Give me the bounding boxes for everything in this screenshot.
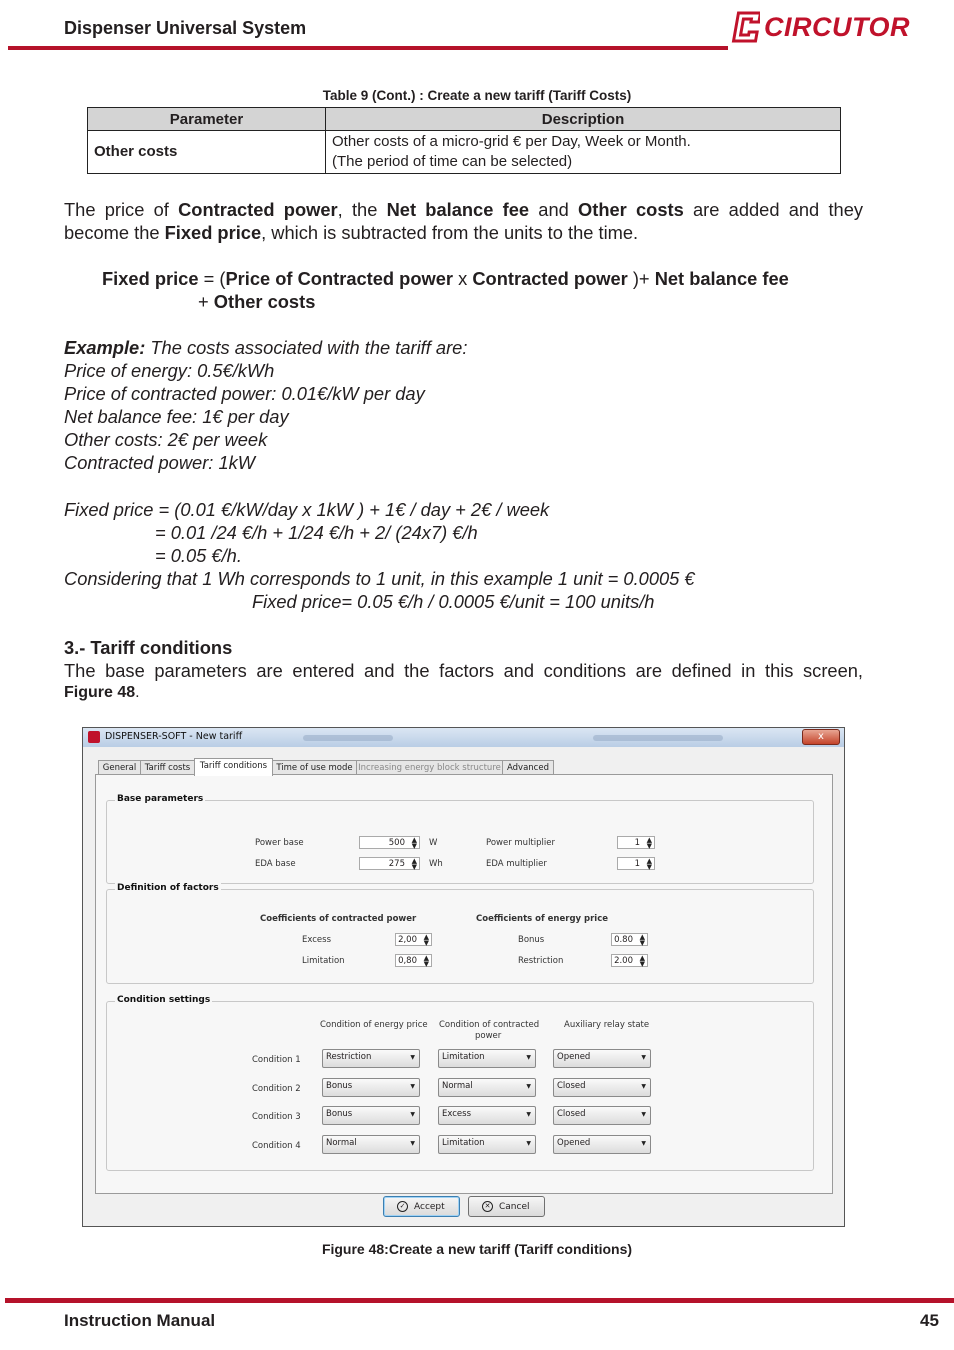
coef-energy-price-heading: Coefficients of energy price xyxy=(476,914,609,924)
calc-line: = 0.05 €/h. xyxy=(155,545,242,566)
calc-line: Fixed price = (0.01 €/kW/day x 1kW ) + 1€ / day + 2€ / week xyxy=(64,499,550,520)
figure-reference xyxy=(64,684,140,702)
col-contracted-power-heading: Condition of contracted xyxy=(439,1020,540,1030)
condition-4-power-select[interactable] xyxy=(438,1135,536,1154)
excess-label: Excess xyxy=(302,935,332,945)
group-title: Definition of factors xyxy=(117,883,219,893)
select-value: Normal xyxy=(326,1138,357,1148)
spinner-value: 500 xyxy=(388,838,405,848)
condition-1-energy-select[interactable] xyxy=(322,1049,420,1068)
page-number: 45 xyxy=(920,1311,939,1330)
table-cell-parameter: Other costs xyxy=(88,131,326,174)
spinner-value: 0,80 xyxy=(398,956,417,966)
header-title: Dispenser Universal System xyxy=(64,18,307,38)
select-value: Closed xyxy=(557,1109,586,1119)
check-icon: ✓ xyxy=(397,1201,408,1212)
spinner-arrows-icon[interactable]: ▲ ▼ xyxy=(423,933,429,947)
dropdown-arrow-icon: ▼ xyxy=(410,1054,415,1061)
tab-increasing-energy-block[interactable]: Increasing energy block structure xyxy=(356,760,503,775)
select-value: Bonus xyxy=(326,1081,353,1091)
example-line: Other costs: 2€ per week xyxy=(64,429,268,450)
table-desc-line-2: (The period of time can be selected) xyxy=(332,153,573,170)
cancel-x-icon: ✕ xyxy=(482,1201,493,1212)
formula-line-1 xyxy=(102,267,789,290)
text: , which is subtracted from the units to the time. xyxy=(261,222,639,243)
excess-spinner[interactable] xyxy=(395,933,432,946)
power-base-spinner[interactable] xyxy=(359,836,420,849)
cancel-label: Cancel xyxy=(499,1202,530,1212)
term-net-balance-fee: Net balance fee xyxy=(386,199,530,220)
select-value: Limitation xyxy=(442,1138,485,1148)
table-header-parameter: Parameter xyxy=(88,108,326,131)
spinner-arrows-icon[interactable]: ▲ ▼ xyxy=(411,836,417,850)
dropdown-arrow-icon: ▼ xyxy=(641,1111,646,1118)
text: + xyxy=(198,291,214,312)
formula-term: Other costs xyxy=(213,291,316,312)
spinner-arrows-icon[interactable]: ▲ ▼ xyxy=(411,857,417,871)
new-tariff-window xyxy=(82,727,845,1227)
dropdown-arrow-icon: ▼ xyxy=(641,1140,646,1147)
eda-base-spinner[interactable] xyxy=(359,857,420,870)
table-cell-description xyxy=(326,131,841,174)
condition-3-power-select[interactable] xyxy=(438,1106,536,1125)
figure-ref-link: Figure 48 xyxy=(64,684,136,701)
dropdown-arrow-icon: ▼ xyxy=(410,1140,415,1147)
footer-title: Instruction Manual xyxy=(64,1311,216,1330)
spinner-arrows-icon[interactable]: ▲ ▼ xyxy=(639,954,645,968)
logo-text: CIRCUTOR xyxy=(764,12,911,42)
condition-1-label: Condition 1 xyxy=(252,1055,301,1065)
condition-4-relay-select[interactable] xyxy=(553,1135,651,1154)
eda-base-label: EDA base xyxy=(255,859,296,869)
bonus-spinner[interactable] xyxy=(611,933,648,946)
dropdown-arrow-icon: ▼ xyxy=(641,1083,646,1090)
example-line: Net balance fee: 1€ per day xyxy=(64,406,289,427)
formula-line-2 xyxy=(198,290,315,313)
spinner-value: 2,00 xyxy=(398,935,417,945)
spinner-value: 2.00 xyxy=(614,956,633,966)
text: The costs associated with the tariff are: xyxy=(145,337,468,358)
accept-label: Accept xyxy=(414,1202,445,1212)
spinner-arrows-icon[interactable]: ▲ ▼ xyxy=(423,954,429,968)
paragraph-fixed-price xyxy=(64,198,863,244)
select-value: Opened xyxy=(557,1138,591,1148)
text: , the xyxy=(337,199,387,220)
condition-3-relay-select[interactable] xyxy=(553,1106,651,1125)
example-line: Price of energy: 0.5€/kWh xyxy=(64,360,275,381)
condition-1-power-select[interactable] xyxy=(438,1049,536,1068)
restriction-spinner[interactable] xyxy=(611,954,648,967)
tab-advanced[interactable]: Advanced xyxy=(502,760,554,775)
app-icon xyxy=(88,731,100,743)
bonus-label: Bonus xyxy=(518,935,545,945)
section-text: The base parameters are entered and the factors and conditions are defined in this screen, xyxy=(64,660,863,681)
calc-line: = 0.01 /24 €/h + 1/24 €/h + 2/ (24x7) €/h xyxy=(155,522,478,543)
group-title: Condition settings xyxy=(117,995,211,1005)
text: )+ xyxy=(627,268,655,289)
table-caption: Table 9 (Cont.) : Create a new tariff (Tariff Costs) xyxy=(322,88,632,103)
select-value: Closed xyxy=(557,1081,586,1091)
limitation-label: Limitation xyxy=(302,956,345,966)
condition-4-energy-select[interactable] xyxy=(322,1135,420,1154)
eda-multiplier-label: EDA multiplier xyxy=(486,859,547,869)
condition-settings-group xyxy=(106,995,814,1171)
text: and xyxy=(529,199,579,220)
factors-group xyxy=(106,883,814,984)
select-value: Excess xyxy=(442,1109,472,1119)
tab-general[interactable]: General xyxy=(98,760,141,775)
table-header-description: Description xyxy=(326,108,841,131)
spinner-arrows-icon[interactable]: ▲ ▼ xyxy=(646,836,652,850)
power-base-unit: W xyxy=(429,838,438,848)
condition-2-power-select[interactable] xyxy=(438,1078,536,1097)
select-value: Bonus xyxy=(326,1109,353,1119)
term-other-costs: Other costs xyxy=(578,199,684,220)
select-value: Restriction xyxy=(326,1052,372,1062)
spinner-value: 1 xyxy=(634,838,640,848)
condition-3-energy-select[interactable] xyxy=(322,1106,420,1125)
close-icon[interactable]: x xyxy=(802,729,840,745)
condition-2-relay-select[interactable] xyxy=(553,1078,651,1097)
col-relay-state-heading: Auxiliary relay state xyxy=(564,1020,650,1030)
condition-4-label: Condition 4 xyxy=(252,1141,301,1151)
dropdown-arrow-icon: ▼ xyxy=(641,1054,646,1061)
tab-panel xyxy=(95,774,833,1194)
text: The price of xyxy=(64,199,179,220)
group-title: Base parameters xyxy=(117,794,204,804)
text: x xyxy=(453,268,473,289)
select-value: Normal xyxy=(442,1081,473,1091)
formula-term: Price of Contracted power xyxy=(225,268,454,289)
text: = ( xyxy=(198,268,226,289)
window-title: DISPENSER-SOFT - New tariff xyxy=(105,731,243,742)
table-desc-line-1: Other costs of a micro-grid € per Day, Week or Month. xyxy=(332,133,691,150)
example-intro xyxy=(64,336,467,359)
example-line: Contracted power: 1kW xyxy=(64,452,256,473)
base-parameters-group xyxy=(106,794,814,884)
header-rule xyxy=(8,46,728,50)
parameter-table xyxy=(87,107,841,174)
select-value: Limitation xyxy=(442,1052,485,1062)
power-multiplier-spinner[interactable] xyxy=(617,836,655,849)
spinner-arrows-icon[interactable]: ▲ ▼ xyxy=(646,857,652,871)
tab-time-of-use-mode[interactable]: Time of use mode xyxy=(272,760,357,775)
circutor-logo-icon xyxy=(730,10,760,44)
example-line: Price of contracted power: 0.01€/kW per day xyxy=(64,383,425,404)
condition-1-relay-select[interactable] xyxy=(553,1049,651,1068)
blurred-title-area xyxy=(303,735,393,741)
spinner-value: 1 xyxy=(634,859,640,869)
text: . xyxy=(135,684,140,701)
eda-base-unit: Wh xyxy=(429,859,443,869)
col-contracted-power-heading-2: power xyxy=(475,1031,502,1041)
condition-3-label: Condition 3 xyxy=(252,1112,301,1122)
condition-2-label: Condition 2 xyxy=(252,1084,301,1094)
blurred-title-area xyxy=(593,735,723,741)
tab-tariff-conditions[interactable]: Tariff conditions xyxy=(194,758,273,776)
condition-2-energy-select[interactable] xyxy=(322,1078,420,1097)
term-fixed-price: Fixed price xyxy=(164,222,262,243)
eda-multiplier-spinner[interactable] xyxy=(617,857,655,870)
dropdown-arrow-icon: ▼ xyxy=(526,1140,531,1147)
spinner-value: 0.80 xyxy=(614,935,633,945)
text: are added and they become the xyxy=(64,199,864,243)
dropdown-arrow-icon: ▼ xyxy=(410,1111,415,1118)
formula-term: Net balance fee xyxy=(654,268,789,289)
calc-line: Considering that 1 Wh corresponds to 1 unit, in this example 1 unit = 0.0005 € xyxy=(64,568,695,589)
cancel-button[interactable] xyxy=(468,1196,545,1217)
dropdown-arrow-icon: ▼ xyxy=(526,1054,531,1061)
limitation-spinner[interactable] xyxy=(395,954,432,967)
formula-term: Contracted power xyxy=(472,268,628,289)
spinner-value: 275 xyxy=(388,859,405,869)
accept-button[interactable] xyxy=(383,1196,460,1217)
dropdown-arrow-icon: ▼ xyxy=(410,1083,415,1090)
dropdown-arrow-icon: ▼ xyxy=(526,1083,531,1090)
term-contracted-power: Contracted power xyxy=(178,199,338,220)
example-label: Example: xyxy=(64,337,146,358)
section-title: 3.- Tariff conditions xyxy=(64,637,233,658)
window-titlebar[interactable] xyxy=(83,728,844,747)
coef-contracted-power-heading: Coefficients of contracted power xyxy=(260,914,417,924)
power-multiplier-label: Power multiplier xyxy=(486,838,555,848)
tab-tariff-costs[interactable]: Tariff costs xyxy=(140,760,195,775)
spinner-arrows-icon[interactable]: ▲ ▼ xyxy=(639,933,645,947)
dropdown-arrow-icon: ▼ xyxy=(526,1111,531,1118)
select-value: Opened xyxy=(557,1052,591,1062)
circutor-logo xyxy=(730,10,910,44)
calc-line: Fixed price= 0.05 €/h / 0.0005 €/unit = 100 units/h xyxy=(252,591,655,612)
formula-term: Fixed price xyxy=(102,268,199,289)
restriction-label: Restriction xyxy=(518,956,564,966)
col-energy-price-heading: Condition of energy price xyxy=(320,1020,428,1030)
footer-rule xyxy=(5,1298,954,1303)
power-base-label: Power base xyxy=(255,838,304,848)
figure-caption: Figure 48:Create a new tariff (Tariff conditions) xyxy=(321,1241,633,1257)
